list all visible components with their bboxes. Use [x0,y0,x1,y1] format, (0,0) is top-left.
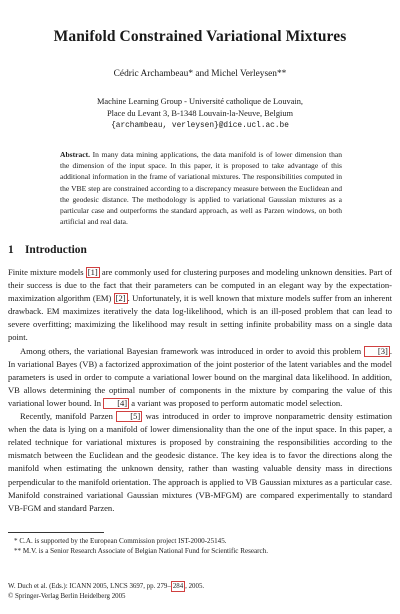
text-run: . Unfortunately, it is well known that mixture models suffer from an inherent drawback. EM maximizes iteratively the data log-likelihood, which is an ill-posed problem that can lead to severe overfitting; maximizing the likelihood may result in setting infinite probability mass on a single data point. [8,293,392,343]
page-link[interactable]: 284 [172,583,184,590]
text-run: . In variational Bayes (VB) a factorized approximation of the joint posterior of the latent variables and the model parameters is used in order to compute a variational lower bound on the marginal data likelihood. In addition, VB allows determining the optimal number of components in the mixture by comparing the value of this variational lower bound. In [8,345,392,408]
paper-title: Manifold Constrained Variational Mixtures [53,28,347,45]
affiliation-block [20,96,380,133]
section-title: Introduction [25,244,87,256]
citation-link[interactable]: [2] [115,293,126,304]
footnotes [8,536,392,556]
abstract [60,149,342,227]
copyright-line: © Springer-Verlag Berlin Heidelberg 2005 [8,593,126,600]
publication-line-1 [8,581,204,592]
citation-link[interactable]: [5] [116,411,142,422]
text-run: , 2005. [185,583,205,590]
text-run: Among others, the variational Bayesian framework was introduced in order to avoid this problem [20,345,364,356]
text-run: a variant was proposed to perform automatic model selection. [129,397,343,408]
body-text [8,266,392,515]
citation-link[interactable]: [3] [364,346,390,357]
section-number: 1 [8,244,14,256]
footnote-2: ** M.V. is a Senior Research Associate of Belgian National Fund for Scientific Research. [14,547,269,556]
abstract-text: In many data mining applications, the data manifold is of lower dimension than the dimension of the input space. In this paper, it is proposed to take advantage of this additional information in the frame of variational mixtures. The responsibilities computed in the VBE step are constrained according to a discrepancy measure between the Euclidean and the geodesic distance. The methodology is applied to variational Gaussian mixtures as a particular case and outperforms the standard approach, as well as Parzen windows, on both artificial and real data. [60,150,342,227]
footnote-rule [8,532,104,533]
citation-link[interactable]: [4] [103,398,129,409]
author-email[interactable]: {archambeau, verleysen}@dice.ucl.ac.be [111,122,289,131]
text-run: Finite mixture models [8,267,86,277]
author-line: Cédric Archambeau* and Michel Verleysen** [113,69,287,79]
affiliation-line-2: Place du Levant 3, B-1348 Louvain-la-Neuve, Belgium [106,109,294,119]
affiliation-line-1: Machine Learning Group - Université catholique de Louvain, [96,97,304,106]
paragraph-3 [8,410,392,515]
abstract-label: Abstract. [60,150,90,159]
text-run: was introduced in order to improve nonparametric density estimation when the data is lying on a manifold of lower dimensionality than the one of the input space. In this paper, a related technique for variational mixtures is proposed by constraining the responsibilities according to the mismatch between the Euclidean and the geodesic distance. The key idea is to favor the directions along the manifold when estimating the unknown density, rather than wasting valuable density mass in directions perpendicular to the manifold orientation. The approach is applied to VB Gaussian mixtures as a particular case. Manifold constrained variational Gaussian mixtures (VB-MFGM) are compared experimentally to standard VB-FGM and standard Parzen. [8,411,392,513]
publication-info [8,581,204,601]
footnote-1: * C.A. is supported by the European Commission project IST-2000-25145. [14,537,227,545]
section-heading [8,244,87,256]
citation-link[interactable]: [1] [87,267,98,277]
text-run: W. Duch et al. (Eds.): ICANN 2005, LNCS 3697, pp. 279– [8,583,171,590]
paragraph-1 [8,266,392,345]
text-run: are commonly used for clustering purposes and modeling unknown densities. Part of their success is due to the fact that their parameters can be computed in an elegant way by the expectation-maximization algorithm (EM) [8,267,392,304]
text-run: Recently, manifold Parzen [20,411,117,422]
paragraph-2 [8,345,392,410]
